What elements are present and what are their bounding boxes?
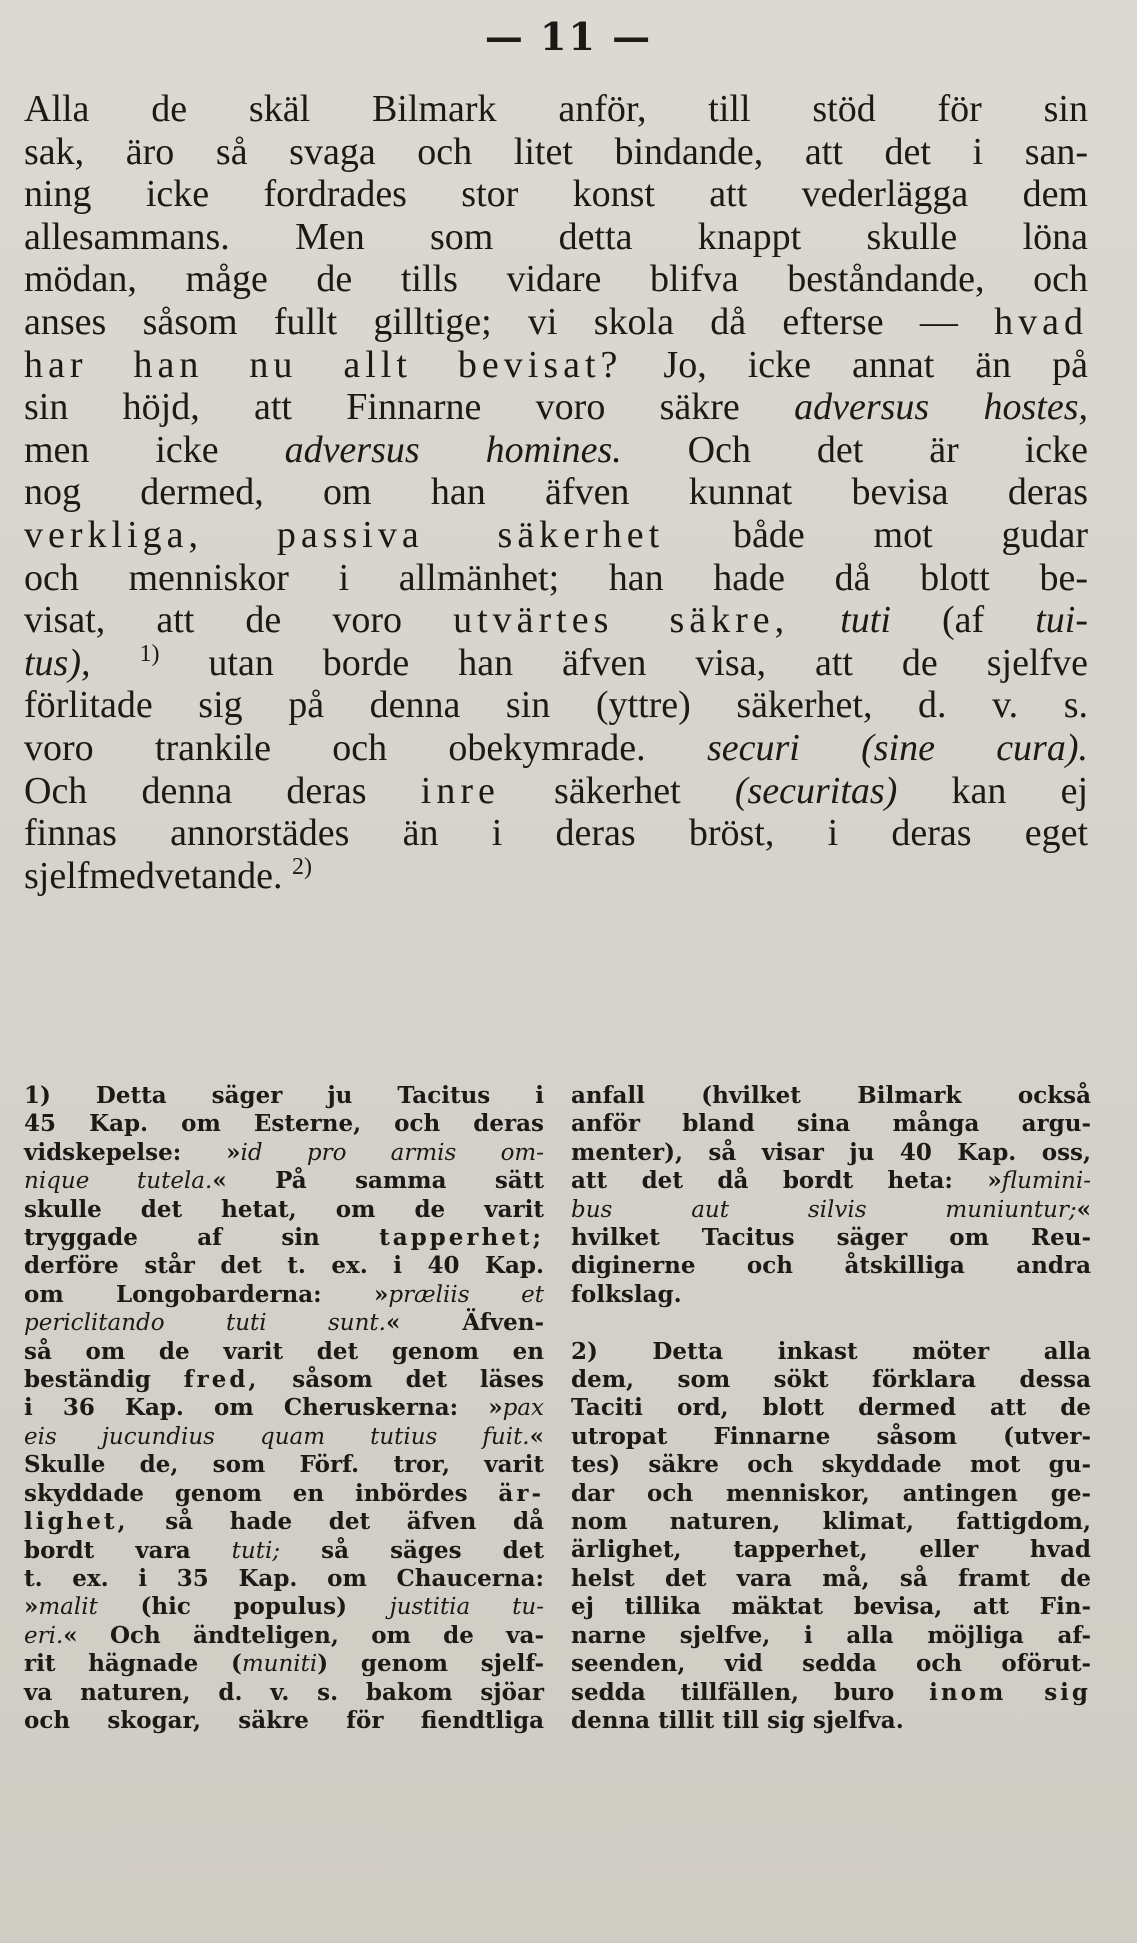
footnote-line: menter), så visar ju 40 Kap. oss, <box>571 1138 1091 1166</box>
text-line: visat, att de voro utvärtes säkre, tuti (af tui- <box>24 599 1088 642</box>
text-line: mödan, måge de tills vidare blifva beståndande, och <box>24 258 1088 301</box>
italic-latin: tuti <box>840 599 891 642</box>
footnote-divider <box>24 1050 1088 1051</box>
text-line: och menniskor i allmänhet; han hade då blott be- <box>24 556 1088 599</box>
text-line: sjelfmedvetande. $^{2)}$ <box>24 853 313 897</box>
footnote-line: anför bland sina många argu- <box>571 1110 1091 1138</box>
footnote-line: 1) Detta säger ju Tacitus i <box>24 1082 544 1109</box>
footnote-line: t. ex. i 35 Kap. om Chaucerna: <box>24 1564 544 1592</box>
page-number: — 11 — <box>484 14 653 59</box>
italic-latin: tui- <box>1035 599 1088 642</box>
footnote-line: seenden, vid sedda och oförut- <box>571 1650 1091 1678</box>
footnote-line: nom naturen, klimat, fattigdom, <box>571 1508 1091 1536</box>
footnote-line: eis jucundius quam tutius fuit.« <box>24 1422 544 1450</box>
footnote-line: va naturen, d. v. s. bakom sjöar <box>24 1678 544 1706</box>
footnote-line: bordt vara tuti; så säges det <box>24 1536 544 1564</box>
footnote-line: så om de varit det genom en <box>24 1337 544 1365</box>
italic-latin: securi (sine cura). <box>706 726 1088 769</box>
text-line: ning icke fordrades stor konst att vederlägga dem <box>24 173 1088 216</box>
text-line: anses såsom fullt gilltige; vi skola då efterse — hvad <box>24 300 1088 343</box>
footnote-line: denna tillit till sig sjelfva. <box>571 1706 904 1734</box>
footnote-line: hvilket Tacitus säger om Reu- <box>571 1224 1091 1252</box>
footnote-line: 2) Detta inkast möter alla <box>571 1337 1091 1365</box>
spaced-emphasis: verkliga, passiva säkerhet <box>24 513 665 556</box>
footnote-line: om Longobarderna: »præliis et <box>24 1280 544 1308</box>
footnote-line: Taciti ord, blott dermed att de <box>571 1394 1091 1422</box>
footnote-line: helst det vara må, så framt de <box>571 1564 1091 1592</box>
footnote-line: Skulle de, som Förf. tror, varit <box>24 1451 544 1479</box>
footnote-line: rit hägnade (muniti) genom sjelf- <box>24 1650 544 1678</box>
footnote-line: »malit (hic populus) justitia tu- <box>24 1593 545 1621</box>
footnote-line: dem, som sökt förklara dessa <box>571 1366 1091 1394</box>
footnote-line: i 36 Kap. om Cheruskerna: »pax <box>24 1394 544 1422</box>
text-line: allesammans. Men som detta knappt skulle löna <box>24 215 1088 258</box>
footnote-line: att det då bordt heta: »flumini- <box>571 1167 1091 1195</box>
spaced-emphasis: utvärtes säkre, <box>453 599 790 642</box>
footnote-line: anfall (hvilket Bilmark också <box>571 1082 1091 1109</box>
text-line: tus), $^{1)}$ utan borde han äfven visa, att de sjelfve <box>24 640 1089 684</box>
footnote-line: beständig fred, såsom det läses <box>24 1366 544 1394</box>
footnote-line: skulle det hetat, om de varit <box>24 1195 544 1223</box>
footnote-line: sedda tillfällen, buro inom sig <box>571 1678 1092 1706</box>
spaced-emphasis: har han nu allt bevisat? <box>24 343 623 386</box>
footnote-line: och skogar, säkre för fiendtliga <box>24 1706 544 1734</box>
footnote-line: tryggade af sin tapperhet; <box>24 1224 544 1252</box>
footnotes-left-column <box>24 1082 544 1735</box>
italic-latin: adversus hostes, <box>794 386 1088 429</box>
text-line: har han nu allt bevisat? Jo, icke annat än på <box>24 343 1088 386</box>
text-line: förlitade sig på denna sin (yttre) säkerhet, d. v. s. <box>24 684 1088 727</box>
text-line: voro trankile och obekymrade. securi (sine cura). <box>24 726 1088 769</box>
text-line: sak, äro så svaga och litet bindande, att det i san- <box>24 130 1088 173</box>
text-line: sin höjd, att Finnarne voro säkre adversus hostes, <box>24 386 1088 429</box>
text-line: verkliga, passiva säkerhet både mot gudar <box>24 513 1089 556</box>
main-text <box>24 88 1088 897</box>
footnote-line: 45 Kap. om Esterne, och deras <box>24 1110 544 1138</box>
footnote-line: ärlighet, tapperhet, eller hvad <box>571 1536 1091 1564</box>
footnote-line: bus aut silvis muniuntur;« <box>571 1195 1091 1223</box>
text-line: Och denna deras inre säkerhet (securitas) kan ej <box>24 769 1088 812</box>
footnote-line: narne sjelfve, i alla möjliga af- <box>571 1621 1091 1649</box>
footnote-line: diginerne och åtskilliga andra <box>571 1252 1091 1280</box>
text-line: men icke adversus homines. Och det är icke <box>24 428 1088 471</box>
italic-latin: tus), <box>24 641 91 684</box>
footnote-line: tes) säkre och skyddade mot gu- <box>571 1451 1091 1479</box>
text-line: Alla de skäl Bilmark anför, till stöd för sin <box>24 88 1088 130</box>
footnote-line: lighet, så hade det äfven då <box>24 1508 544 1536</box>
footnote-gap <box>571 1309 1091 1337</box>
footnote-ref: 1) <box>139 640 160 667</box>
footnote-line: nique tutela.« På samma sätt <box>24 1167 544 1195</box>
footnote-ref: 2) <box>292 853 313 880</box>
footnote-line: folkslag. <box>571 1280 682 1308</box>
footnote-line: ej tillika mäktat bevisa, att Fin- <box>571 1593 1091 1621</box>
italic-latin: (securitas) <box>734 769 898 812</box>
text-line: nog dermed, om han äfven kunnat bevisa deras <box>24 471 1088 514</box>
italic-latin: adversus homines. <box>284 428 622 471</box>
footnote-line: dar och menniskor, antingen ge- <box>571 1479 1091 1507</box>
footnotes-right-column <box>571 1082 1091 1735</box>
footnote-line: periclitando tuti sunt.« Äfven- <box>24 1309 544 1337</box>
footnote-line: eri.« Och ändteligen, om de va- <box>24 1621 544 1649</box>
footnote-line: skyddade genom en inbördes är- <box>24 1479 544 1507</box>
text-line: finnas annorstädes än i deras bröst, i deras eget <box>24 812 1088 855</box>
footnote-line: derföre står det t. ex. i 40 Kap. <box>24 1252 544 1280</box>
spaced-emphasis: inre <box>420 769 500 812</box>
footnote-line: vidskepelse: »id pro armis om- <box>24 1138 545 1166</box>
footnote-line: utropat Finnarne såsom (utver- <box>571 1422 1091 1450</box>
spaced-emphasis: hvad <box>994 300 1088 343</box>
